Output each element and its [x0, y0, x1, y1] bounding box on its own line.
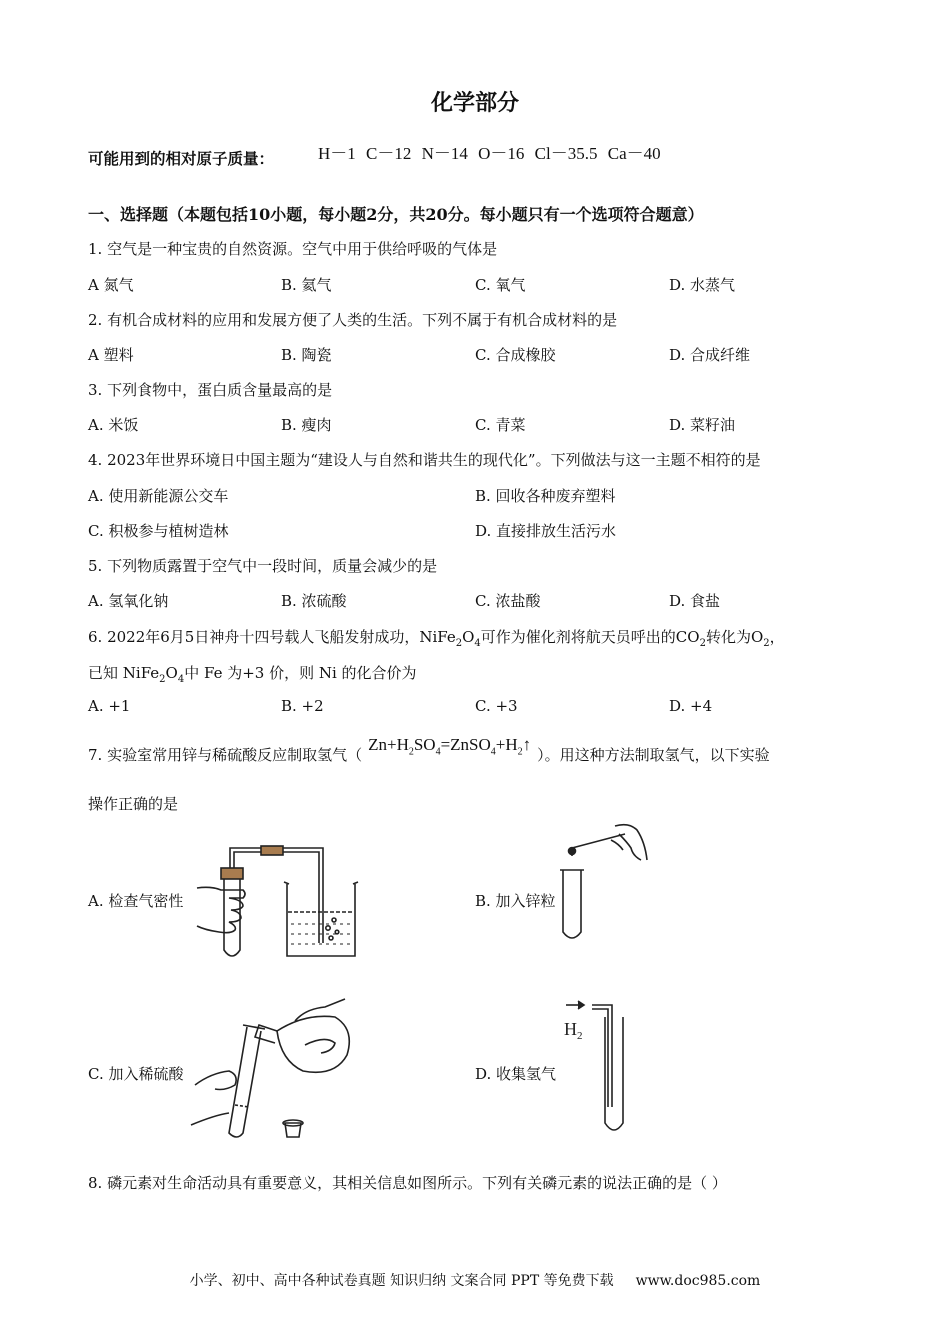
page-title: 化学部分	[430, 90, 519, 116]
q4-option-d: D. 直接排放生活污水	[475, 522, 617, 540]
q5-option-b: B. 浓硫酸	[281, 592, 347, 610]
page-footer: 小学、初中、高中各种试卷真题 知识归纳 文案合同 PPT 等免费下载 www.doc985.com	[189, 1273, 761, 1289]
question-2-stem: 2. 有机合成材料的应用和发展方便了人类的生活。下列不属于有机合成材料的是	[88, 311, 618, 329]
question-6-line2: 已知 $NiFe_2O_4$中 Fe 为+3 价，则 Ni 的化合价为	[88, 664, 417, 685]
q7-option-d: D. 收集氢气	[475, 1065, 557, 1083]
q6-option-c: C. +3	[475, 697, 518, 715]
q7-option-a: A. 检查气密性	[88, 892, 184, 910]
q3-option-a: A. 米饭	[88, 416, 139, 434]
question-8-stem: 8. 磷元素对生命活动具有重要意义，其相关信息如图所示。下列有关磷元素的说法正确的是（ ）	[88, 1174, 727, 1192]
q2-option-c: C. 合成橡胶	[475, 346, 556, 364]
add-acid-figure	[185, 985, 360, 1145]
q3-option-b: B. 瘦肉	[281, 416, 332, 434]
q4-option-b: B. 回收各种废弃塑料	[475, 487, 616, 505]
q7-option-b: B. 加入锌粒	[475, 892, 556, 910]
q6-option-b: B. +2	[281, 697, 324, 715]
q1-option-d: D. 水蒸气	[669, 276, 736, 294]
reaction-equation: $Zn+H_2SO_4=ZnSO_4+H_2↑$	[368, 735, 532, 758]
question-1-stem: 1. 空气是一种宝贵的自然资源。空气中用于供给呼吸的气体是	[88, 240, 498, 258]
q2-option-a: A 塑料	[88, 346, 134, 364]
q4-option-a: A. 使用新能源公交车	[88, 487, 229, 505]
q5-option-c: C. 浓盐酸	[475, 592, 541, 610]
q1-option-a: A 氮气	[88, 276, 134, 294]
q2-option-b: B. 陶瓷	[281, 346, 332, 364]
question-7-stem: 7. 实验室常用锌与稀硫酸反应制取氢气$(Zn+H_2SO_4=ZnSO_4+H_2↑)$。用这种方法制取氢气，以下实验	[88, 735, 770, 764]
q5-option-d: D. 食盐	[669, 592, 721, 610]
section-heading: 一、选择题（本题包括10小题，每小题2分，共20分。每小题只有一个选项符合题意）	[88, 205, 704, 224]
question-6-stem: 6. 2022年6月5日神舟十四号载人飞船发射成功，$NiFe_2O_4$可作为催化剂将航天员呼出的$CO_2$转化为$O_2$，	[88, 628, 785, 649]
atomic-mass-label: 可能用到的相对原子质量：	[88, 149, 275, 168]
question-4-stem: 4. 2023年世界环境日中国主题为“建设人与自然和谐共生的现代化”。下列做法与这一主题不相符的是	[88, 451, 761, 469]
q7-option-c: C. 加入稀硫酸	[88, 1065, 184, 1083]
collect-hydrogen-figure	[560, 995, 640, 1145]
q6-option-d: D. +4	[669, 697, 713, 715]
q1-option-c: C. 氧气	[475, 276, 526, 294]
airtightness-check-figure	[195, 838, 365, 963]
add-zinc-figure	[545, 820, 655, 945]
q2-option-d: D. 合成纤维	[669, 346, 751, 364]
question-7-line2: 操作正确的是	[88, 795, 179, 813]
atomic-mass-values: H－1 C－12 N－14 O－16 Cl－35.5 Ca－40	[318, 144, 661, 163]
question-3-stem: 3. 下列食物中，蛋白质含量最高的是	[88, 381, 333, 399]
question-5-stem: 5. 下列物质露置于空气中一段时间，质量会减少的是	[88, 557, 438, 575]
h2-label: $H_2$	[564, 1019, 583, 1042]
q3-option-c: C. 青菜	[475, 416, 526, 434]
q6-option-a: A. +1	[88, 697, 131, 715]
q4-option-c: C. 积极参与植树造林	[88, 522, 229, 540]
q5-option-a: A. 氢氧化钠	[88, 592, 169, 610]
footer-url[interactable]: www.doc985.com	[635, 1273, 761, 1289]
q3-option-d: D. 菜籽油	[669, 416, 736, 434]
q1-option-b: B. 氦气	[281, 276, 332, 294]
